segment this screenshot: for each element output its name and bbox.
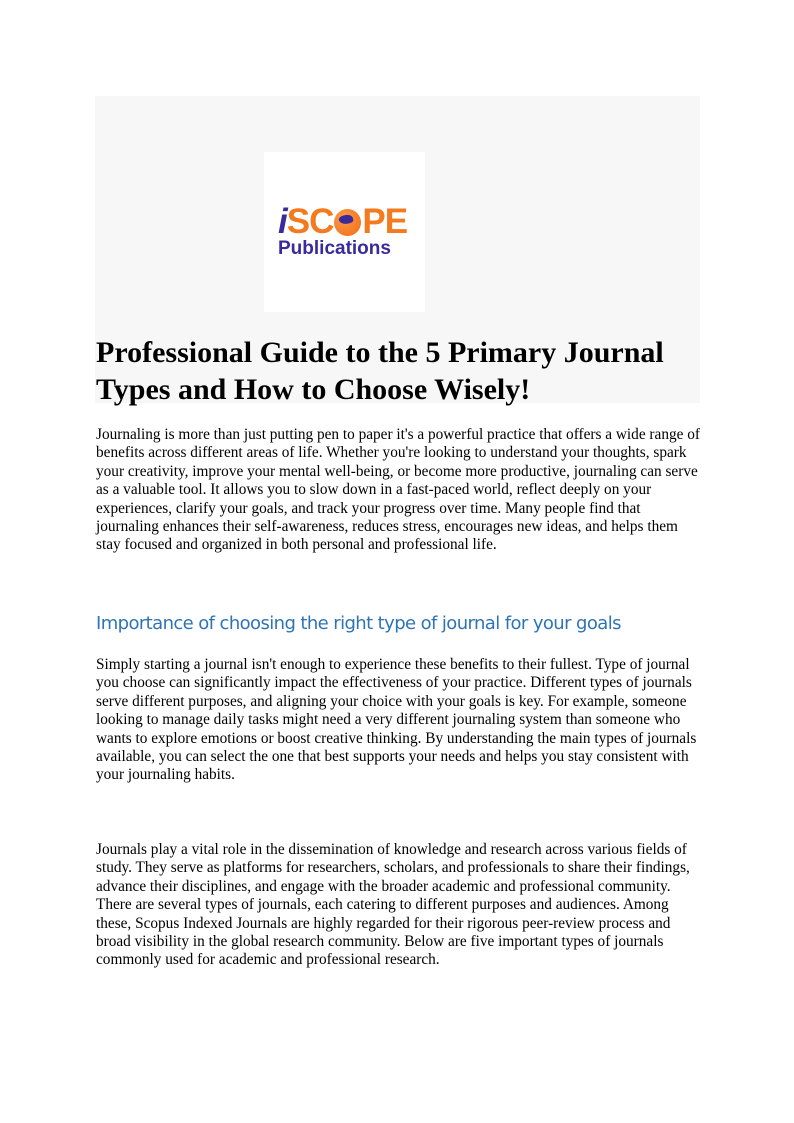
logo-subtitle: Publications bbox=[278, 238, 391, 259]
section-paragraph: Simply starting a journal isn't enough to experience these benefits to their fullest. Type of journal you choose can significantly impact the effectiveness of your practice. Different types of journals serve different purposes, and aligning your choice with your goals is key. For example, someone looking to manage daily tasks might need a very different journaling system than someone who wants to explore emotions or boost creative thinking. By understanding the main types of journals available, you can select the one that best supports your needs and helps you stay consistent with your journaling habits. bbox=[96, 656, 697, 784]
logo-letter-i: i bbox=[278, 202, 287, 241]
logo-wordmark bbox=[278, 202, 418, 242]
logo-letters-sc: SC bbox=[286, 202, 334, 241]
globe-icon bbox=[334, 209, 361, 236]
section-heading: Importance of choosing the right type of journal for your goals bbox=[96, 613, 621, 634]
logo-letters-pe: PE bbox=[362, 202, 408, 241]
page-title: Professional Guide to the 5 Primary Journal Types and How to Choose Wisely! bbox=[96, 336, 664, 406]
iscope-logo bbox=[264, 152, 425, 312]
journals-paragraph: Journals play a vital role in the dissemination of knowledge and research across various fields of study. They serve as platforms for researchers, scholars, and professionals to share their findings, advance their disciplines, and engage with the broader academic and professional community. There are several types of journals, each catering to different purposes and audiences. Among these, Scopus Indexed Journals are highly regarded for their rigorous peer-review process and broad visibility in the global research community. Below are five important types of journals commonly used for academic and professional research. bbox=[96, 841, 690, 969]
intro-paragraph: Journaling is more than just putting pen to paper it's a powerful practice that offers a wide range of benefits across different areas of life. Whether you're looking to understand your thoughts, spark your creativity, improve your mental well-being, or become more productive, journaling can serve as a valuable tool. It allows you to slow down in a fast-paced world, reflect deeply on your experiences, clarify your goals, and track your progress over time. Many people find that journaling enhances their self-awareness, reduces stress, encourages new ideas, and helps them stay focused and organized in both personal and professional life. bbox=[96, 426, 700, 554]
